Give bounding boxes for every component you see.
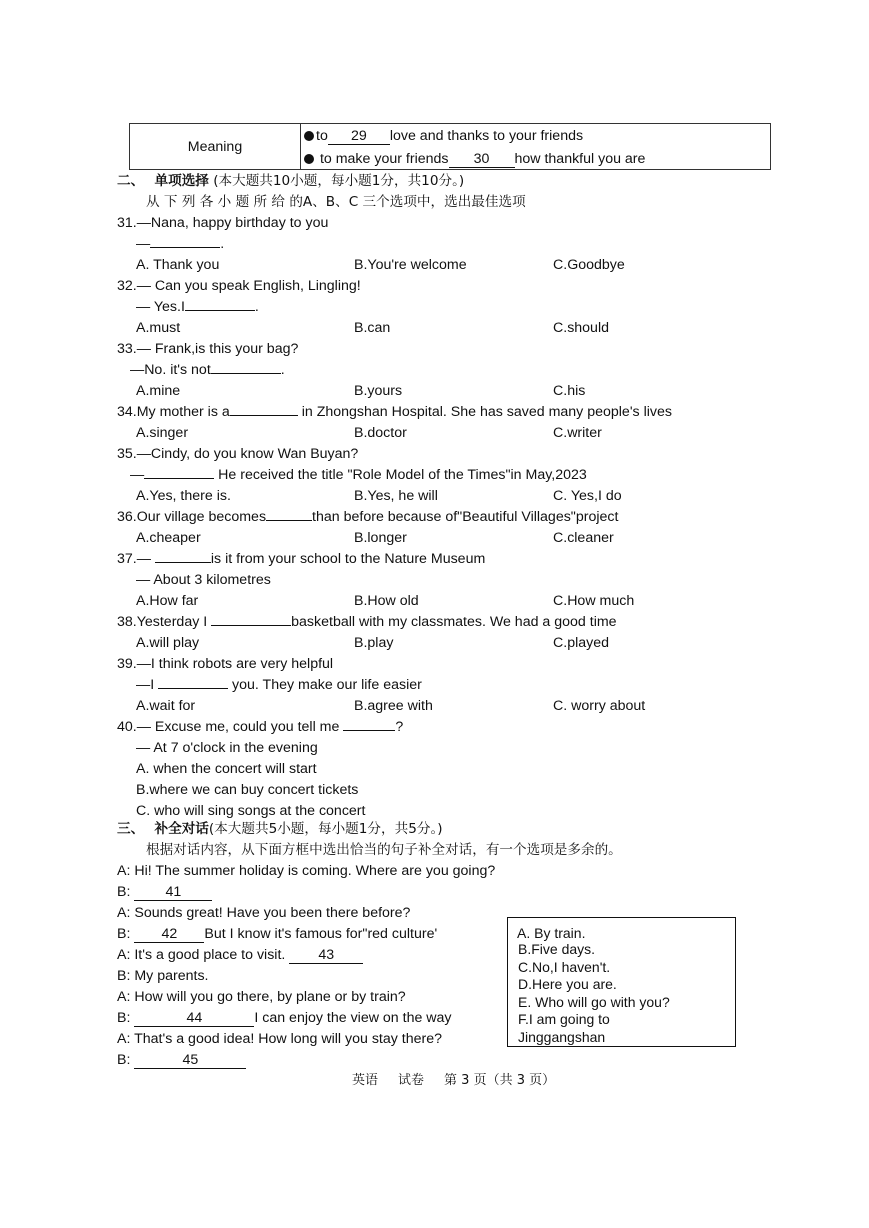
question-33: 33.— Frank,is this your bag? (117, 341, 299, 357)
blank-41[interactable]: 41 (134, 884, 212, 901)
answer-blank[interactable] (266, 520, 312, 521)
option-item: A. By train. (517, 925, 586, 941)
option-item: F.I am going to (518, 1011, 610, 1027)
option-c[interactable]: C.cleaner (553, 530, 614, 546)
option-item: B.Five days. (518, 941, 596, 957)
option-b[interactable]: B.How old (354, 593, 419, 609)
dialogue-line: B: 44 I can enjoy the view on the way (117, 1010, 452, 1026)
option-a[interactable]: A.Yes, there is. (136, 488, 231, 504)
blank-43[interactable]: 43 (289, 947, 363, 964)
dialogue-line: A: Sounds great! Have you been there before? (117, 905, 411, 921)
option-b[interactable]: B.play (354, 635, 394, 651)
answer-blank[interactable] (185, 310, 255, 311)
question-40: 40.— Excuse me, could you tell me ? (117, 719, 404, 735)
option-b[interactable]: B.You're welcome (354, 257, 467, 273)
dialogue-line: B: My parents. (117, 968, 209, 984)
blank-45[interactable]: 45 (134, 1052, 246, 1069)
answer-blank[interactable] (158, 688, 228, 689)
dialogue-line: B: 45 (117, 1051, 246, 1070)
meaning-row-2: to make your friends 30 how thankful you are (304, 150, 645, 169)
dialogue-options-box (507, 917, 736, 1047)
answer-blank[interactable] (150, 247, 220, 248)
blank-42[interactable]: 42 (134, 926, 204, 943)
meaning-row-1: to 29 love and thanks to your friends (304, 127, 583, 146)
question-38: 38.Yesterday I basketball with my classmates. We had a good time (117, 614, 617, 630)
option-b[interactable]: B.where we can buy concert tickets (136, 782, 359, 798)
answer-line-32: — Yes.I . (136, 299, 259, 315)
answer-line-31: — . (136, 236, 225, 252)
option-c[interactable]: C.Goodbye (553, 257, 625, 273)
option-a[interactable]: A. when the concert will start (136, 761, 317, 777)
option-c[interactable]: C.How much (553, 593, 635, 609)
dialogue-line: A: That's a good idea! How long will you stay there? (117, 1031, 443, 1047)
option-a[interactable]: A.singer (136, 425, 189, 441)
option-c[interactable]: C.played (553, 635, 609, 651)
section-2-heading: 二、 单项选择 (本大题共10小题，每小题1分，共10分。) (117, 173, 465, 189)
dialogue-line: A: It's a good place to visit. 43 (117, 946, 363, 965)
dialogue-line: A: Hi! The summer holiday is coming. Where are you going? (117, 863, 496, 879)
option-c[interactable]: C. worry about (553, 698, 646, 714)
question-37: 37.— is it from your school to the Nature Museum (117, 551, 486, 567)
blank-29[interactable]: 29 (328, 128, 390, 145)
blank-44[interactable]: 44 (134, 1010, 254, 1027)
answer-blank[interactable] (155, 562, 211, 563)
question-35: 35.—Cindy, do you know Wan Buyan? (117, 446, 359, 462)
answer-blank[interactable] (343, 730, 395, 731)
option-c[interactable]: C.should (553, 320, 609, 336)
option-b[interactable]: B.yours (354, 383, 403, 399)
option-item: C.No,I haven't. (518, 959, 611, 975)
option-a[interactable]: A.mine (136, 383, 181, 399)
option-a[interactable]: A.How far (136, 593, 199, 609)
option-b[interactable]: B.can (354, 320, 391, 336)
option-item: E. Who will go with you? (518, 994, 670, 1010)
option-a[interactable]: A.will play (136, 635, 200, 651)
option-b[interactable]: B.longer (354, 530, 407, 546)
question-31: 31.—Nana, happy birthday to you (117, 215, 329, 231)
answer-blank[interactable] (211, 373, 281, 374)
question-36: 36.Our village becomes than before because of"Beautiful Villages"project (117, 509, 619, 525)
answer-line-39: —I you. They make our life easier (136, 677, 422, 693)
option-item: D.Here you are. (518, 976, 617, 992)
question-39: 39.—I think robots are very helpful (117, 656, 334, 672)
option-c[interactable]: C.his (553, 383, 586, 399)
option-c[interactable]: C. Yes,I do (553, 488, 622, 504)
dialogue-line: A: How will you go there, by plane or by train? (117, 989, 406, 1005)
question-37-reply: — About 3 kilometres (136, 572, 271, 588)
option-b[interactable]: B.doctor (354, 425, 407, 441)
question-40-reply: — At 7 o'clock in the evening (136, 740, 318, 756)
bullet-icon (304, 131, 314, 141)
section-3-heading: 三、 补全对话(本大题共5小题，每小题1分，共5分。) (117, 821, 443, 837)
option-a[interactable]: A.wait for (136, 698, 196, 714)
section-2-instruction: 从 下 列 各 小 题 所 给 的A、B、C 三个选项中，选出最佳选项 (146, 194, 526, 210)
answer-blank[interactable] (211, 625, 291, 626)
answer-blank[interactable] (230, 415, 298, 416)
option-a[interactable]: A.must (136, 320, 181, 336)
meaning-table (129, 123, 771, 170)
option-a[interactable]: A.cheaper (136, 530, 201, 546)
answer-line-33: —No. it's not . (130, 362, 285, 378)
option-item: Jinggangshan (518, 1029, 606, 1045)
blank-30[interactable]: 30 (449, 151, 515, 168)
dialogue-line: B: 41 (117, 883, 212, 902)
option-c[interactable]: C.writer (553, 425, 602, 441)
question-32: 32.— Can you speak English, Lingling! (117, 278, 361, 294)
bullet-icon (304, 154, 314, 164)
meaning-label: Meaning (130, 124, 301, 169)
answer-blank[interactable] (144, 478, 214, 479)
question-34: 34.My mother is a in Zhongshan Hospital. She has saved many people's lives (117, 404, 672, 420)
page-footer: 英语 试卷 第 3 页（共 3 页） (352, 1073, 556, 1088)
option-b[interactable]: B.Yes, he will (354, 488, 438, 504)
option-c[interactable]: C. who will sing songs at the concert (136, 803, 366, 819)
answer-line-35: — He received the title "Role Model of the Times"in May,2023 (130, 467, 587, 483)
option-a[interactable]: A. Thank you (136, 257, 220, 273)
section-3-instruction: 根据对话内容，从下面方框中选出恰当的句子补全对话，有一个选项是多余的。 (146, 842, 622, 858)
option-b[interactable]: B.agree with (354, 698, 433, 714)
dialogue-line: B: 42 But I know it's famous for"red culture' (117, 926, 438, 942)
